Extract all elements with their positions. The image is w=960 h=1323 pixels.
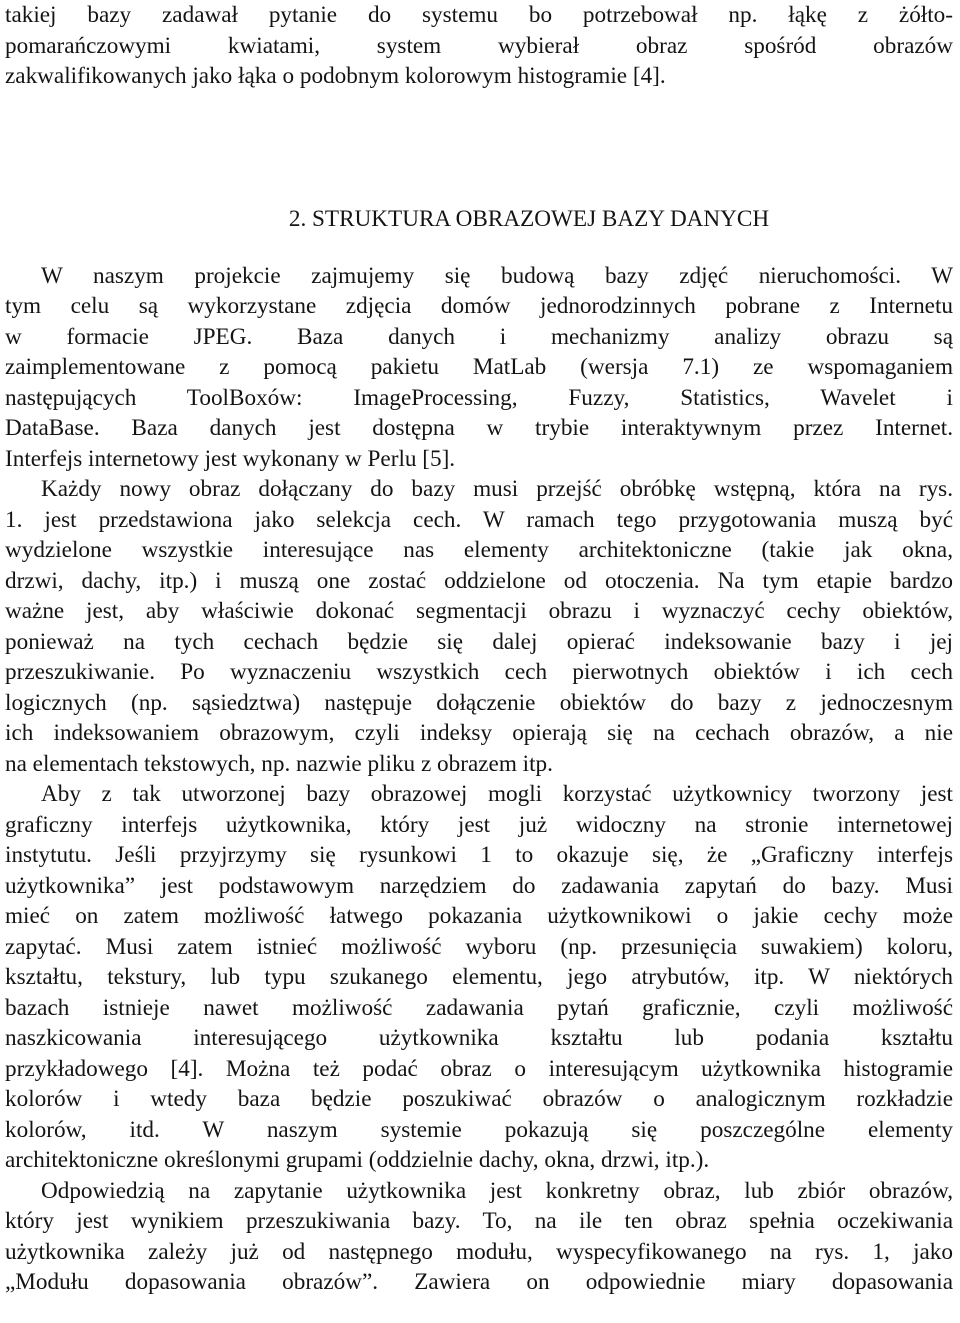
paragraph-3	[5, 779, 953, 1176]
text-line: użytkownika zależy już od następnego modułu, wyspecyfikowanego na rys. 1, jako	[5, 1238, 953, 1265]
text-line: drzwi, dachy, itp.) i muszą one zostać oddzielone od otoczenia. Na tym etapie bardzo	[5, 567, 953, 594]
text-line: użytkownika” jest podstawowym narzędziem do zadawania zapytań do bazy. Musi	[5, 872, 953, 899]
text-line: „Modułu dopasowania obrazów”. Zawiera on odpowiednie miary dopasowania	[5, 1269, 953, 1295]
text-line: Odpowiedzią na zapytanie użytkownika jest konkretny obraz, lub zbiór obrazów,	[41, 1177, 953, 1204]
text-line: na elementach tekstowych, np. nazwie pliku z obrazem itp.	[5, 750, 553, 777]
text-line: 1. jest przedstawiona jako selekcja cech. W ramach tego przygotowania muszą być	[5, 506, 953, 533]
text-line: W naszym projekcie zajmujemy się budową bazy zdjęć nieruchomości. W	[41, 262, 953, 289]
text-line: następujących ToolBoxów: ImageProcessing, Fuzzy, Statistics, Wavelet i	[5, 384, 953, 411]
text-line: który jest wynikiem przeszukiwania bazy. To, na ile ten obraz spełnia oczekiwania	[5, 1208, 953, 1234]
text-line: Każdy nowy obraz dołączany do bazy musi przejść obróbkę wstępną, która na rys.	[41, 476, 953, 502]
text-line: naszkicowania interesującego użytkownika kształtu lub podania kształtu	[5, 1025, 953, 1051]
text-line: tym celu są wykorzystane zdjęcia domów jednorodzinnych pobrane z Internetu	[5, 293, 953, 319]
text-line: instytutu. Jeśli przyjrzymy się rysunkowi 1 to okazuje się, że „Graficzny interfejs	[5, 842, 953, 868]
text-line: mieć on zatem możliwość łatwego pokazania użytkownikowi o jakie cechy może	[5, 903, 953, 929]
section-heading: 2. STRUKTURA OBRAZOWEJ BAZY DANYCH	[288, 205, 770, 232]
text-line: kolorów, itd. W naszym systemie pokazują się poszczególne elementy	[5, 1116, 953, 1143]
text-line: pomarańczowymi kwiatami, system wybierał obraz spośród obrazów	[5, 32, 953, 59]
paragraph-4	[5, 1176, 953, 1298]
paragraph-2	[5, 474, 953, 779]
text-line: kolorów i wtedy baza będzie poszukiwać obrazów o analogicznym rozkładzie	[5, 1086, 953, 1112]
text-line: bazach istnieje nawet możliwość zadawania pytań graficznie, czyli możliwość	[5, 994, 953, 1021]
text-line: ważne jest, aby właściwie dokonać segmentacji obrazu i wyznaczyć cechy obiektów,	[5, 598, 953, 624]
paragraph-1	[5, 261, 953, 475]
text-line: graficzny interfejs użytkownika, który jest już widoczny na stronie internetowej	[5, 811, 953, 838]
text-line: zaimplementowane z pomocą pakietu MatLab (wersja 7.1) ze wspomaganiem	[5, 354, 953, 380]
text-line: przykładowego [4]. Można też podać obraz o interesującym użytkownika histogramie	[5, 1055, 953, 1082]
text-line: Aby z tak utworzonej bazy obrazowej mogli korzystać użytkownicy tworzony jest	[41, 781, 953, 807]
spacer	[5, 245, 953, 261]
spacer	[5, 92, 953, 193]
text-line: logicznych (np. sąsiedztwa) następuje dołączenie obiektów do bazy z jednoczesnym	[5, 689, 953, 716]
text-line: zakwalifikowanych jako łąka o podobnym kolorowym histogramie [4].	[5, 63, 666, 89]
text-line: DataBase. Baza danych jest dostępna w trybie interaktywnym przez Internet.	[5, 415, 953, 441]
text-line: w formacie JPEG. Baza danych i mechanizmy analizy obrazu są	[5, 323, 953, 350]
text-line: wydzielone wszystkie interesujące nas elementy architektoniczne (takie jak okna,	[5, 537, 953, 563]
text-line: przeszukiwanie. Po wyznaczeniu wszystkich cech pierwotnych obiektów i ich cech	[5, 659, 953, 685]
text-line: zapytać. Musi zatem istnieć możliwość wyboru (np. przesunięcia suwakiem) koloru,	[5, 933, 953, 960]
paragraph-top	[5, 0, 953, 92]
text-line: ponieważ na tych cechach będzie się dalej opierać indeksowanie bazy i jej	[5, 628, 953, 655]
text-line: architektoniczne określonymi grupami (oddzielnie dachy, okna, drzwi, itp.).	[5, 1147, 710, 1173]
document-page	[5, 0, 953, 1298]
text-line: kształtu, tekstury, lub typu szukanego elementu, jego atrybutów, itp. W niektórych	[5, 964, 953, 990]
text-line: Interfejs internetowy jest wykonany w Perlu [5].	[5, 445, 456, 472]
text-line: ich indeksowaniem obrazowym, czyli indeksy opierają się na cechach obrazów, a nie	[5, 720, 953, 746]
text-line: takiej bazy zadawał pytanie do systemu bo potrzebował np. łąkę z żółto-	[5, 2, 953, 28]
